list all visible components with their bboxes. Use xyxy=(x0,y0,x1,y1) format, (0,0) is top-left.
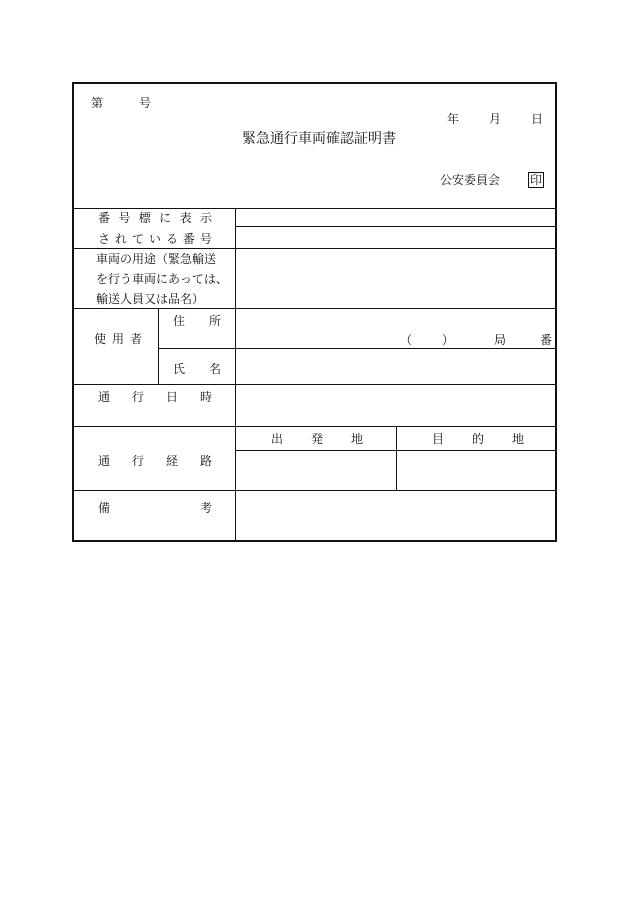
plate-label-line1: 番 号 標 に 表 示 xyxy=(98,211,212,225)
address-label: 住 所 xyxy=(173,314,221,328)
phone-close-paren: ） xyxy=(442,333,455,347)
divider-route xyxy=(74,426,555,427)
divider-user xyxy=(74,308,555,309)
route-split-divider xyxy=(396,426,397,490)
number-label: 第 号 xyxy=(91,96,151,110)
certificate-form xyxy=(72,82,557,542)
origin-header: 出 発 地 xyxy=(271,432,363,446)
divider-date xyxy=(74,384,555,385)
phone-open-paren: （ xyxy=(400,333,413,347)
phone-exchange-label: 局 xyxy=(494,333,507,347)
divider-header xyxy=(74,208,555,209)
seal-mark: 印 xyxy=(530,173,543,187)
usage-label-line1: 車両の用途（緊急輸送 xyxy=(96,252,217,266)
divider-route-header xyxy=(235,450,555,451)
route-label: 通 行 経 路 xyxy=(98,454,212,468)
date-label: 年 月 日 xyxy=(447,112,543,126)
divider-address-name xyxy=(158,348,555,349)
usage-label-line3: 輸送人員又は品名） xyxy=(96,292,205,306)
document-title: 緊急通行車両確認証明書 xyxy=(242,131,396,147)
divider-remarks xyxy=(74,490,555,491)
phone-number-label: 番 xyxy=(540,333,553,347)
name-label: 氏 名 xyxy=(173,362,221,376)
column-divider xyxy=(235,208,236,540)
divider-plate-inner xyxy=(235,226,555,227)
plate-label-line2: さ れ て い る 番 号 xyxy=(98,232,212,246)
remarks-label: 備 考 xyxy=(98,501,212,515)
commission-label: 公安委員会 xyxy=(440,173,501,187)
user-subcolumn-divider xyxy=(158,308,159,384)
destination-header: 目 的 地 xyxy=(432,432,524,446)
user-label: 使 用 者 xyxy=(94,332,142,346)
divider-usage xyxy=(74,248,555,249)
usage-label-line2: を行う車両にあっては、 xyxy=(96,272,228,286)
date-of-passage-label: 通 行 日 時 xyxy=(98,390,212,404)
